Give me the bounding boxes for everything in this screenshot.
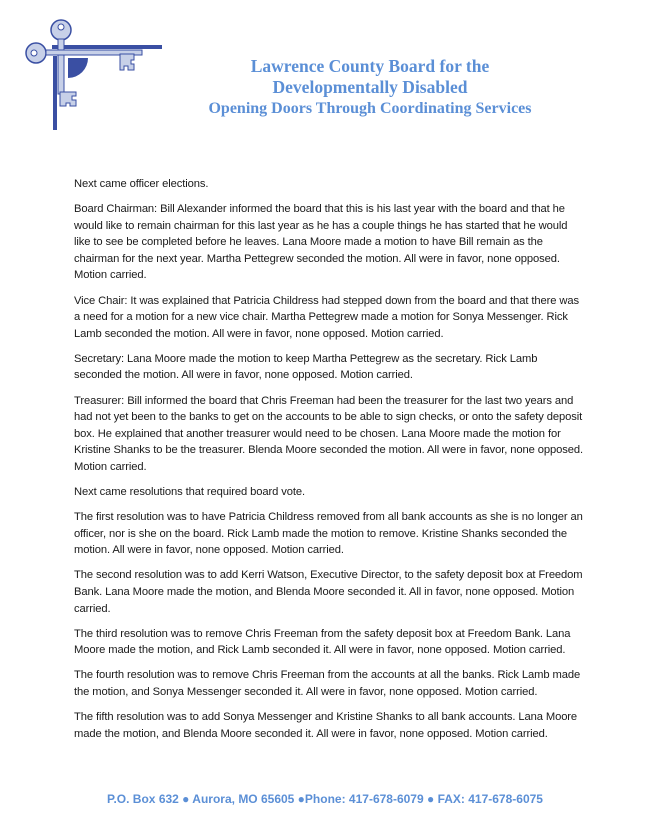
paragraph-resolutions-intro: Next came resolutions that required board vote. — [74, 486, 305, 498]
org-name-line1: Lawrence County Board for the — [250, 56, 490, 76]
minutes-body — [74, 176, 584, 751]
paragraph-resolution-3: The third resolution was to remove Chris Freeman from the safety deposit box at Freedom Bank. Lana Moore made the motion, and Rick Lamb seconded it. All were in favor, none opposed. Motion carried. — [74, 627, 571, 657]
paragraph-resolution-1: The first resolution was to have Patricia Childress removed from all bank accounts as she is no longer an officer, nor is she on the board. Rick Lamb made the motion to remove. Kristine Shanks seconded the motion. All were in favor, none opposed. Motion carried. — [74, 511, 583, 557]
paragraph-vice-chair: Vice Chair: It was explained that Patricia Childress had stepped down from the board and that there was a need for a motion for a new vice chair. Martha Pettegrew made a motion for Sonya Messenger. Rick Lamb seconded the motion. All were in favor, none opposed. Motion carried. — [74, 294, 580, 340]
paragraph-officer-elections: Next came officer elections. — [74, 178, 209, 190]
paragraph-secretary: Secretary: Lana Moore made the motion to keep Martha Pettegrew as the secretary. Rick Lamb seconded the motion. All were in favor, none opposed. Motion carried. — [74, 352, 538, 382]
paragraph-resolution-5: The fifth resolution was to add Sonya Messenger and Kristine Shanks to all bank accounts. Lana Moore made the motion, and Blenda Moore seconded it. All were in favor, none opposed. Motion carried. — [74, 711, 578, 740]
paragraph-treasurer: Treasurer: Bill informed the board that Chris Freeman had been the treasurer for the last two years and had not yet been to the banks to get on the accounts to be able to sign checks, or onto the safety deposit box. He explained that another treasurer would need to be chosen. Lana Moore made the motion for Kristine Shanks to be the treasurer. Blenda Moore seconded the motion. All were in favor, none opposed. Motion carried. — [74, 394, 583, 473]
keys-logo-icon — [22, 8, 162, 130]
paragraph-board-chairman: Board Chairman: Bill Alexander informed the board that this is his last year with the board and that he would like to remain chairman for this last year as he has a couple things he has started that he would like to see be completed before he leaves. Lana Moore made a motion to have Bill remain as the chairman for the next year. Martha Pettegrew seconded the motion. All were in favor, none opposed. Motion carried. — [74, 203, 568, 282]
footer-contact: P.O. Box 632 ● Aurora, MO 65605 ●Phone: 417-678-6079 ● FAX: 417-678-6075 — [107, 792, 543, 806]
paragraph-resolution-4: The fourth resolution was to remove Chris Freeman from the accounts at all the banks. Rick Lamb made the motion, and Sonya Messenger seconded it. All were in favor, none opposed. Motion carried. — [74, 669, 581, 698]
org-name-line2: Developmentally Disabled — [272, 77, 468, 97]
letterhead — [160, 56, 580, 119]
tagline: Opening Doors Through Coordinating Services — [208, 100, 532, 117]
paragraph-resolution-2: The second resolution was to add Kerri Watson, Executive Director, to the safety deposit box at Freedom Bank. Lana Moore made the motion, and Blenda Moore seconded it. All in favor, none opposed. Motion carried. — [74, 569, 583, 615]
